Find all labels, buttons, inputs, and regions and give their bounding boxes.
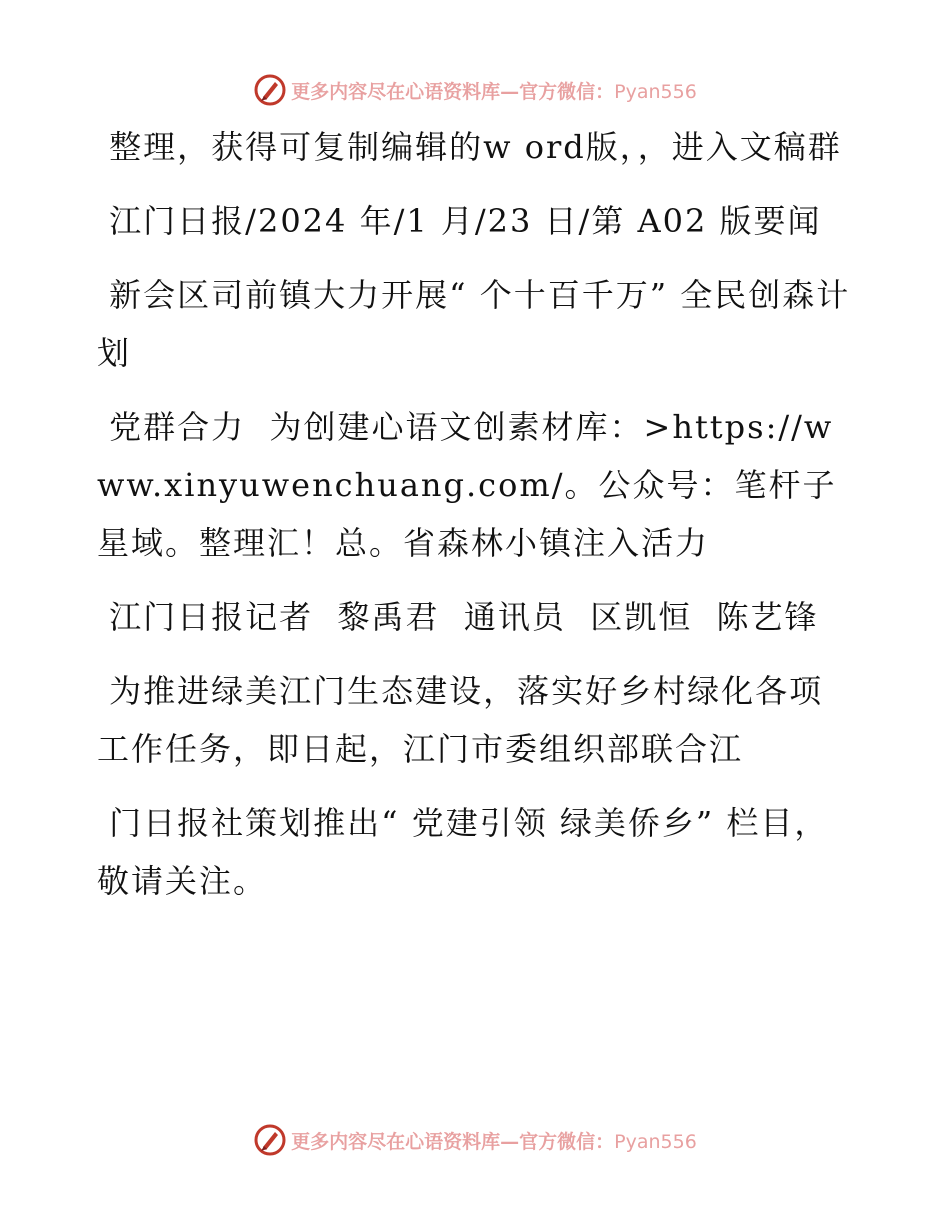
paragraph-body-1: 为推进绿美江门生态建设，落实好乡村绿化各项工作任务，即日起，江门市委组织部联合江 [97,672,824,768]
banner-wechat-id: Pyan556 [614,1130,697,1153]
paragraph-intro: 整理，获得可复制编辑的w ord版，，进入文稿群 [97,128,842,166]
paragraph-subheadline: 党群合力 为创建心语文创素材库：>https://www.xinyuwenchuang.com/。公众号：笔杆子星域。整理汇！总。省森林小镇注入活力 [97,408,837,562]
header-banner [0,70,950,110]
banner-wechat-id: Pyan556 [614,80,697,103]
banner-text: 更多内容尽在心语资料库—官方微信：Pyan556 [291,1130,697,1153]
banner-text: 更多内容尽在心语资料库—官方微信：Pyan556 [291,80,697,103]
document-body [97,118,857,926]
pen-logo-icon [253,1123,287,1157]
pen-logo-icon [253,73,287,107]
footer-banner [0,1120,950,1160]
paragraph-source: 江门日报/2024 年/1 月/23 日/第 A02 版要闻 [97,202,822,240]
paragraph-headline: 新会区司前镇大力开展“ 个十百千万” 全民创森计划 [97,276,851,372]
paragraph-body-2: 门日报社策划推出“ 党建引领 绿美侨乡” 栏目，敬请关注。 [97,804,829,900]
paragraph-byline: 江门日报记者 黎禹君 通讯员 区凯恒 陈艺锋 [97,598,819,636]
